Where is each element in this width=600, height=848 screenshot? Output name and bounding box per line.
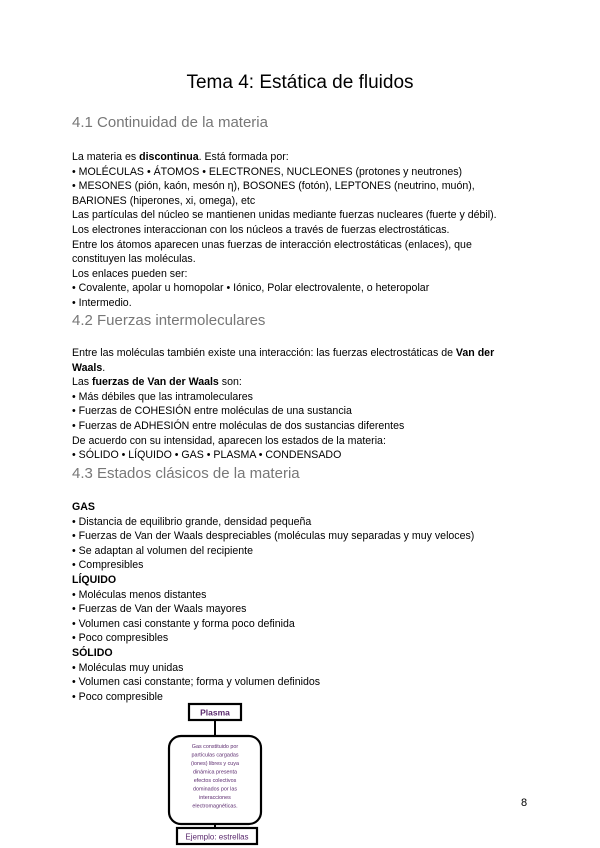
s42-line [72,346,494,361]
plasma-label: Plasma [200,707,230,718]
s41-line: Entre los átomos aparecen unas fuerzas de interacción electrostáticas (enlaces), que [72,238,472,251]
s41-line: BARIONES (hiperones, xi, omega), etc [72,194,256,207]
gas-line: • Compresibles [72,559,144,572]
s42-line2-post: . [102,361,106,374]
definition-line: interacciones [199,795,231,801]
s41-line: • Intermedio. [72,297,132,309]
s42-line [72,361,105,376]
definition-line: partículas cargadas [191,752,239,759]
s42-line3-pre: Las [72,376,93,389]
s41-line: • MOLÉCULAS • ÁTOMOS • ELECTRONES, NUCLEONES (protones y neutrones) [72,165,463,178]
intro-bold: discontinua [139,151,199,163]
s42-line [72,375,242,390]
solid-line: • Poco compresible [72,690,163,703]
solid-title: SÓLIDO [72,647,113,659]
gas-title: GAS [72,501,95,513]
solid-line: • Moléculas muy unidas [72,661,184,674]
definition-line: dominados por las [192,786,238,793]
definition-line: dinámica presenta [192,769,238,776]
page-number: 8 [521,797,528,809]
definition-line: electromagnéticas. [192,803,238,810]
s42-line: • Más débiles que las intramoleculares [72,390,253,403]
plasma-diagram [160,700,280,848]
s41-line: Las partículas del núcleo se mantienen unidas mediante fuerzas nucleares (fuerte y débil). [72,209,497,222]
s42-line1-pre: Entre las moléculas también existe una interacción: las fuerzas electrostáticas de [72,347,456,359]
liquid-line: • Fuerzas de Van der Waals mayores [72,603,247,616]
s42-line3-post: son: [218,376,242,389]
s42-line: De acuerdo con su intensidad, aparecen los estados de la materia: [72,434,386,447]
s41-line: Los electrones interaccionan con los núcleos a través de fuerzas electrostáticas. [72,224,450,236]
s41-line: constituyen las moléculas. [72,253,196,266]
gas-line: • Distancia de equilibrio grande, densidad pequeña [72,515,312,528]
liquid-line: • Poco compresibles [72,632,169,645]
s42-line: • Fuerzas de COHESIÓN entre moléculas de una sustancia [72,405,352,418]
intro-pre: La materia es [72,151,140,163]
s41-line: • Covalente, apolar u homopolar • Iónico, Polar electrovalente, o heteropolar [72,282,430,295]
s42-line: • Fuerzas de ADHESIÓN entre moléculas de dos sustancias diferentes [72,420,405,432]
s42-line3-bold: fuerzas de Van der Waals [92,376,219,389]
intro-line [72,150,289,165]
s41-line: Los enlaces pueden ser: [72,267,188,280]
heading-4-3: 4.3 Estados clásicos de la materia [72,465,300,482]
s41-line: • MESONES (pión, kaón, mesón η), BOSONES (fotón), LEPTONES (neutrino, muón), [72,180,475,193]
definition-line: (iones) libres y cuya [191,761,239,767]
liquid-title: LÍQUIDO [72,574,117,586]
s42-line: • SÓLIDO • LÍQUIDO • GAS • PLASMA • CONDENSADO [72,449,342,462]
heading-4-1: 4.1 Continuidad de la materia [72,114,268,131]
liquid-line: • Moléculas menos distantes [72,588,207,601]
intro-post: . Está formada por: [198,151,289,163]
gas-line: • Se adaptan al volumen del recipiente [72,544,253,557]
example-label: Ejemplo: estrellas [185,832,249,842]
document-title: Tema 4: Estática de fluidos [186,72,414,93]
gas-line: • Fuerzas de Van der Waals despreciables (moléculas muy separadas y muy veloces) [72,530,475,543]
definition-line: efectos colectivos [193,778,237,784]
solid-line: • Volumen casi constante; forma y volumen definidos [72,676,321,689]
s42-line2-bold: Waals [72,361,103,374]
liquid-line: • Volumen casi constante y forma poco definida [72,617,295,630]
definition-line: Gas constituido por [191,744,239,750]
s42-line1-bold: Van der [455,347,495,359]
heading-4-2: 4.2 Fuerzas intermoleculares [72,312,266,329]
